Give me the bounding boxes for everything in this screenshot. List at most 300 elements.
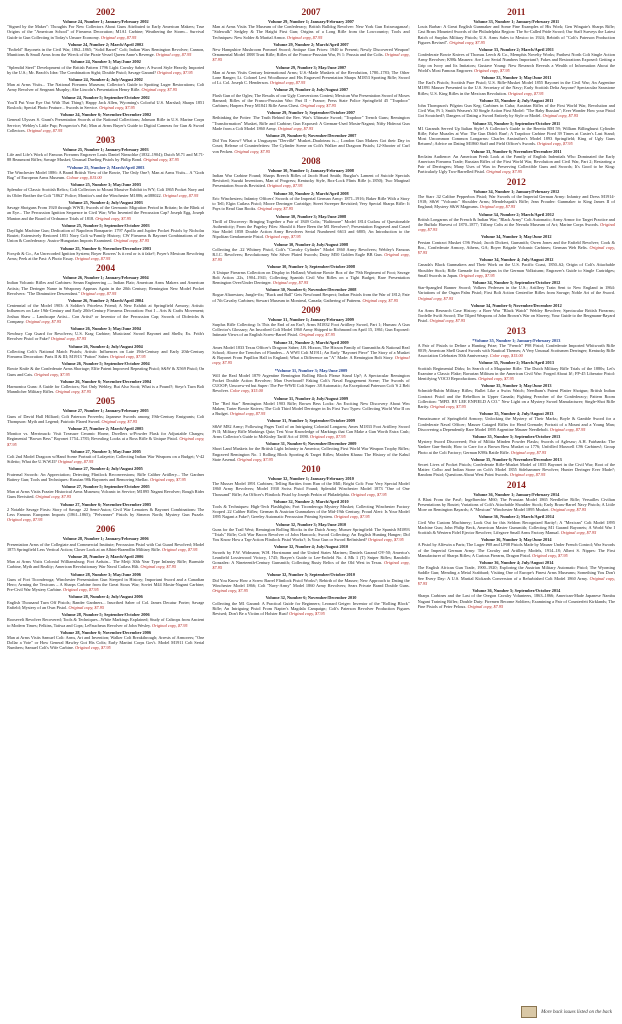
copy-price: Original copy, $7.95: [7, 517, 43, 523]
copy-price: Original copy, $7.95: [269, 80, 306, 86]
issue-articles: Rethinking the Potter: The Truth Behind the Rev. War's Ultimate Sword; "Trapdoor" Trench Guns; Remington "Transformation" Musket, Rifle and Carbine; Gun Exposed: A German-Used Mosin-Nagant; Nifty Hideout Gun Made from a Colt Model 1860 Army.: [212, 115, 410, 131]
issue-articles: Dayflight Machine Gun; Dedication of Napoleon Bonaparte: 1797 Apollo and Jupiter Pocket Pistols by Nicholas Boutet; Extensively Restored 1851 Navy Colt w/Family History; CW Firearms & Bayonet Combinations of the Union & Confederacy: Austro-Hungarian Imports Examined.: [7, 227, 205, 244]
issue-heading: Volume 36, Number 3; May/June 2014: [481, 537, 552, 543]
issue-heading: Volume 30, Number 3; May/June 2008: [275, 213, 347, 219]
issue-entry: [7, 466, 204, 482]
issue-entry: [7, 612, 204, 628]
copy-price: Original copy, $7.95: [34, 371, 70, 377]
issue-contents: [418, 565, 615, 586]
issue-heading: Volume 27, Number 5; September/October 2005: [61, 484, 150, 490]
issue-contents: [418, 308, 615, 324]
issue-contents: [212, 47, 409, 63]
copy-price: Original copy, $7.95: [212, 52, 410, 63]
issue-entry: [418, 257, 615, 278]
issue-entry: [7, 379, 204, 395]
copy-price: Original copy, $7.95: [351, 491, 387, 497]
copy-price: Original copy, $7.95: [362, 297, 399, 303]
issue-articles: Man at Arms Visits Samuel Colt: Arms, Art and Invention; Walker Colt Breakthrough; Arrests of Armorers; "One Dollar a Vote" or How General Hawley Got His Colts; Early Martini Corps Gov't. Model M1911 Colt Serial Numbers; Samuel Colt's Wife Carbine.: [7, 634, 205, 651]
issue-entry: [212, 522, 409, 543]
issue-entry: [418, 121, 615, 147]
issue-entry: [418, 149, 615, 175]
issue-contents: [418, 542, 615, 558]
copy-price: Original copy, $7.95: [467, 603, 504, 609]
issue-contents: [7, 331, 204, 341]
issue-contents: [418, 240, 615, 256]
issue-contents: [7, 205, 204, 221]
issue-entry: [7, 59, 204, 75]
copy-price: Original copy, $7.95: [162, 192, 199, 198]
issue-entry: [212, 110, 409, 131]
issue-contents: [212, 424, 409, 440]
issue-heading: Volume 31, Number 5; September/October 2009: [266, 418, 355, 424]
copy-price: Original copy, $7.95: [474, 67, 510, 73]
copy-price: Original copy, $7.95: [550, 507, 587, 513]
issue-heading: Volume 32, Number 3; May/June 2010: [275, 521, 347, 527]
copy-price: Original copy, $7.95: [152, 622, 188, 628]
copy-price: Original copy, $7.95: [150, 476, 186, 482]
issue-heading: Volume 35, Number 5; September/October 2013: [472, 434, 561, 440]
issue-contents: [418, 462, 615, 478]
issue-heading: Volume 30, Number 6; November/December 2008: [265, 287, 357, 293]
issue-contents: [7, 251, 204, 261]
issue-articles: General Ulysses S. Grant's Presentation Swords at the National Collections; Johnson Rifle in U.S. Marine Corps Service; Webley's Little Pup; Prospector's Pal; Man at Arms Buyer's Guide to Digital Cameras for Gun & Sword Collectors.: [7, 117, 205, 133]
issue-entry: [212, 287, 409, 303]
copy-price: Original copy, $7.95: [99, 105, 135, 111]
issue-articles: Indian War Carbine Found; Sharps Breech Rifles of Jacob Hurd Smith; Burglar's Lament of Suicide Specials Revisited; Suzuki Inventions, Man of Progress; Kentucky Style, Box-Lock Flints Rifle (c.1850); Two Marginal Presentation Swords Revisited.: [212, 173, 410, 189]
copy-price: Original copy, $7.95: [272, 279, 309, 285]
issue-entry: [212, 441, 409, 462]
year-heading: 2010: [301, 465, 321, 476]
issue-articles: M1 Garands Served Up Italian Style! A Collector's Guide to the Beretta BM 59; William Billinghurst Cylinder Rifle; False Muzzles at War: The Gun Didn't Run!; A Trapdoor Carbine Fired 39 Times at Custer's Last Stand; Most Uncommon Common Longarms: Charles Anstruther's Model 1893 Springfield; King of Ugly Guns Returns!; Advice on Dating M1860 Staff and Field Officer's Swords.: [417, 125, 615, 147]
copy-price: Original copy, $7.95: [212, 355, 410, 366]
column-3: [418, 5, 615, 1007]
issue-contents: [7, 577, 204, 593]
issue-articles: Guns for the Trail West; Remington Rolling Blocks in the Dutch Army; Musser Springfield: The Spanish M1893 "Trials" Rifle; Colt War Bacon Revolver of John Hancock; Sword Collecting: An English Hunting Hanger; Did You Know How a Tap-Action Flintlock Pistol Works?; Is Your Gun or Sword Refinished?: [212, 526, 410, 543]
issue-heading: Volume 26, Number 1; January/February 2004: [62, 275, 149, 281]
issue-contents: [212, 481, 409, 497]
copy-price: Original copy, $7.95: [257, 206, 294, 212]
issue-heading: Volume 24, Number 1; January/February 2002: [62, 19, 149, 24]
issue-entry: [212, 133, 409, 154]
copy-price: Color copy, $15.00: [489, 353, 523, 359]
issue-contents: [7, 228, 204, 244]
issue-entry: [418, 514, 615, 535]
issue-contents: [418, 217, 615, 233]
issue-heading: Volume 25, Number 5; September/October 2003: [61, 222, 150, 228]
copy-price: Original copy, $7.95: [289, 610, 325, 616]
issue-heading: Volume 26, Number 2; March/April 2004: [67, 297, 144, 303]
issue-heading: Volume 33, Number 2; March/April 2011: [478, 47, 554, 53]
issue-entry: [7, 572, 204, 593]
issue-entry: [212, 499, 409, 520]
issue-articles: Collecting the M1 Garand: A Practical Guide for Beginners; Leonard Geiger: Inventor of the "Rolling Block" Rifle; An Intriguing Pistol From Napier's Magdala Campaign; Colt's Paterson Revolver Production Figures Revised; Don't Be a Victim of Holster Rust!: [212, 600, 410, 616]
issue-heading: Volume 32, Number 4; July/August 2010: [273, 544, 349, 550]
issue-entry: [212, 42, 409, 63]
issue-articles: A Unique Firearms Collection on Display in Holland; Wartime Bowie Box of the 79th Regiment of Foot; Savage Bolt Action .22s, 1904–1941; Collecting Spanish Civil War Rifles on a Tight Budget; Rare Presentation Remington Over/Under Derringer.: [212, 269, 410, 285]
issue-heading: Volume 33, Number 1; January/February 2011: [473, 19, 560, 24]
issue-articles: The Winchester Model 1886: A Brand British View of the Bowie, The Only One?; Man at Arms Visits... A "Gods Bag" of European Arms Museum.: [7, 169, 205, 181]
issue-articles: English Thousand Turn Off Pistols; Rander Gardners... Inscribed Saber of Col. James Decatur Porter; Savage Enfield; Mystery of an Own Pistol.: [7, 599, 205, 610]
issue-articles: Splendor of Classic Scottish Relics; Colt Collectors to Mount Massive Exhibit in WY; Colt 1865 Pocket Navy and its Older Brother the Colt "1862" Police; Monitor's and the Winchester M1886; ar388022.: [7, 187, 205, 198]
year-heading: 2005: [96, 397, 116, 408]
issue-contents: [212, 292, 409, 302]
issue-contents: [418, 366, 615, 382]
issue-contents: [212, 401, 409, 417]
issue-contents: [212, 24, 409, 40]
issue-articles: 2 Notable Savage Firsts: Story of Savage .22 Semi-Autos; Civil War Lemaires & Bayonet Combinations: The Less Famous European Imports (1861–1865); "Pelvanner" Pistols by Simeon North; Mystery Gun Puzzle.: [7, 506, 205, 518]
issue-contents: [212, 578, 409, 594]
issue-articles: Guns of Fort Ticonderoga; Winchester Presentation Gun Steeped in History; Important Sword and a Canadian Hero; Arming the Texicans – A Sharps Carbine from the Great Sioux War; Soviet M44 Mosin-Nagant Carbine; Pre-Civil War Mystery Carbine.: [7, 576, 205, 593]
issue-contents: [212, 504, 409, 520]
issue-entry: [7, 112, 204, 133]
issue-articles: Life and Life's Work of Famous Firearms Engraver Louis Daniel Nimschke (1832–1904); Dutch M.71 and M.71-88 Beaumont Rifles; Savage Musket; Unusual Dueling Pistols by Philip Bond.: [7, 152, 205, 163]
issue-entry: [7, 449, 204, 465]
issue-heading: Volume 25, Number 6; November/December 2003: [60, 245, 152, 251]
copy-price: Original copy, $7.95: [300, 103, 336, 109]
issue-entry: [212, 418, 409, 439]
issue-heading: Volume 27, Number 4; July/August 2005: [68, 466, 143, 472]
issue-contents: [7, 152, 204, 162]
issue-articles: British Longarms of the French & Indian War; "Black Army" Colt Automatic; Army Armor for Target Practice and the Buffalo Harvest of 1870–1877; Tiffany Colts at the Nevada Museum of Art; Marine Corps Swords.: [417, 216, 615, 227]
issue-articles: Confederate Bowie Knives of Thomas Leech & Co., Memphis Novelty Works; Parthest North Colt Single Action Army Revolver; K98k Mausers: Are Low Serial Numbers Important?; Fakes and Restorations Exposed: Getting a Grip on Ivory and Its Imitators; Gustave Young: New Research Reveals a Wealth of Information About the World's Most Famous Engraver.: [417, 52, 615, 73]
issue-heading: Volume 34, Number 5; September/October 2012: [472, 279, 561, 285]
issue-entry: [418, 280, 615, 301]
year-heading: 2002: [96, 8, 116, 18]
issue-heading: Volume 33, Number 4; July/August 2011: [479, 97, 554, 103]
copy-price: Original copy, $7.95: [229, 411, 266, 417]
issue-contents: [418, 343, 615, 359]
issue-heading: Volume 28, Number 6; November/December 2006: [60, 629, 152, 635]
copy-price: Original copy, $7.95: [277, 125, 314, 131]
issue-heading: Volume 34, Number 1; January/February 2012: [473, 188, 560, 194]
issue-entry: [212, 19, 409, 40]
issue-contents: [7, 600, 204, 610]
issue-heading: Volume 29, Number 1; January/February 2007: [268, 19, 354, 24]
issue-articles: Harmonica Guns: A Guide for Collectors; Not Only Webley, But Also Scott; What is a Pound?; Steyr's Turn Bolt Mannlicher Military Rifles.: [7, 383, 205, 395]
issue-heading: Volume 26, Number 5; September/October 2004: [61, 361, 150, 367]
issue-heading: Volume 30, Number 1; January/February 2008: [268, 167, 354, 173]
issue-heading: Volume 26, Number 6; November/December 2004: [60, 378, 152, 384]
issue-heading: Volume 24, Number 5; September/October 2002: [61, 94, 150, 100]
issue-entry: [7, 147, 204, 163]
issue-heading: Volume 28, Number 2; March/April 2006: [67, 554, 144, 560]
issue-articles: Presentation Arms of the Collegiate and Commercial Institute; Percussion Pistol with Cut Guard Revolved; Model 1875 Springfield Less Vertical Action; Closer Look at an Albini-Braendlin Military Rifle.: [7, 541, 205, 552]
issue-heading: Volume 34, Number 4; July/August 2012: [479, 257, 554, 263]
issue-contents: [418, 126, 615, 147]
year-heading: 2006: [96, 525, 116, 536]
copy-price: Original copy, $7.95: [334, 514, 370, 520]
copy-price: Original copy, $7.95: [537, 141, 573, 147]
issue-articles: Short Land Muskets for the British Light Infantry in America; Collecting First World War Weapon Trophy Rifles; Engraved Remington No. 1 Rolling Block Sporting & Target Rifles; Maiden Khana: The History of the Kabul State Arsenal.: [212, 446, 410, 462]
issue-contents: [212, 322, 409, 338]
year-heading: 2011: [507, 8, 526, 18]
issue-entry: [212, 572, 409, 593]
issue-articles: The Starr .32 Calibre Pepperbox Pistol; War Swords of the Imperial German Army: Infantry and Dress M1914-1918; S&W "Volcanic" Shoulder Arms; Mendelsspak's Rifle; Jean Prouder: Gunmaker to King James II of England; Mystery S&W Magnums.: [417, 193, 615, 210]
copy-price: Original copy, $7.95: [101, 418, 138, 424]
issue-articles: Ames Model 1833 Texas Officer's Dragoon Saber; J.B. Hixson, The Hixson Family of Gunsmiths & National Real School; Above the Trenches of Flanders... A WWI Colt M1911; An Early "Bayonet Piece" The Story of a Musket & Bayonet From Papillon Hall in England; What a Difference an "A" Made: A Remington Bolt Story.: [212, 344, 410, 361]
issue-heading: Volume 34, Number 2; March/April 2012: [478, 211, 554, 217]
issue-contents: [418, 416, 615, 432]
issue-articles: Scottish Regimental Dirks; In Search of a Magazine Rifle: The Dutch Military Rifle Trials of the 1880s; Let's Examine a Classic Flake; Bavarian Militum in the American Civil War: Forged About It!; FP-45 Liberator Pistol: Identifying VOCO Reproductions.: [417, 365, 615, 381]
copy-price: Original copy, $7.95: [75, 645, 111, 651]
year-heading: 2007: [301, 8, 321, 18]
footer-note: [521, 1006, 612, 1018]
issue-heading: Volume 30, Number 5; September/October 2008: [266, 264, 355, 270]
issue-contents: [212, 446, 409, 462]
issue-entry: [418, 434, 615, 455]
issue-articles: Colt 2nd Model Dragoon w/Hand Scene Portrait of Lafayette; Collecting Indian War Weapons on a Budget; V-42 Stiletto; What the U.W.W.II?: [7, 454, 205, 465]
issue-articles: Man at Arms Visits Colonial Williamsburg; Fort Arduin... The Meiji 30th Year Type Infantry Rifle; Burnside Carbine, Myth and Reality; American Revolutionary War Naval Cutlass Hilt.: [7, 559, 205, 570]
copy-price: Original copy, $7.95: [25, 318, 62, 324]
issue-articles: Man at Arms Visits Century International Arms; U.S.-Made Muskets of the Revolution, 1780–1783; The Other Lone Ranger; Lt. Colonel Levi Woodhouse and His Engraved Presentation Sharps M1853 Sporting Rifle; Sword of Lt. Col. Joseph C. Henderson.: [212, 69, 410, 86]
issue-entry: [7, 223, 204, 244]
copy-price: Original copy, $7.95: [532, 552, 568, 558]
copy-price: Original copy, $7.95: [212, 560, 410, 571]
copy-price: Original copy, $7.95: [478, 375, 514, 381]
issue-contents: [212, 70, 409, 86]
issue-heading: Volume 36, Number 1; January/February 2014: [473, 491, 560, 497]
issue-articles: "Enfield" Bayonets in the Civil War, 1862–1865; "Solid Barrel" Colt; Indian Wars Remington Revolver; Cannon, Munitions & Small Arms from the Wreck of the Pirate Vessel Queen Anne's Revenge.: [7, 47, 205, 58]
issue-entry: [7, 246, 204, 262]
issue-heading: Volume 28, Number 3; May/June 2006: [70, 571, 141, 577]
copy-price: Original copy, $7.95: [55, 389, 92, 395]
issue-heading: Volume 25, Number 3; May/June 2003: [70, 182, 141, 188]
issue-contents: [418, 80, 615, 96]
issue-heading: Volume 26, Number 3; May/June 2004: [70, 325, 141, 331]
issue-articles: Eric Winchesters; Infantry Officers' Swords of the Imperial German Army: 1871–1916; Baker Rifle With a Story to Tell; Elgin Cutlass Pistol; Moore Derringer Cartridge; Street Sweeper Revisited; Very Special Sharps Rifle: It Pays to Read Gun Books.: [212, 195, 410, 212]
issue-articles: The English African Gun Trade, 1900–1920; Exploring the Austrian Military Automatic Pistol; The Wyoming Saddle Gun; Mending a Metal Scabbard; Visiting One of Europe's Finest Arms Museums; Something You Don't See Every Day: A U.S. Martial Kickards Conversion of a Refurbished Colt Model 1860 Army.: [417, 565, 615, 581]
issue-entry: [418, 338, 615, 359]
issue-articles: Secret Lives of Pocket Pistols; Confederate Rifle-Musket Model of 1855 Bayonet in the Civil War; Root of the Matter: Colbo and Indian Stone on Colt's Model 1855 Sidehammer Revolver; Hunter Deringer Ever Made?; Random Pistol; Questions About West Point Swords.: [417, 462, 615, 478]
issue-articles: "Signed by the Maker": Thoughts For New Collectors About Guns Attributed to Early American Makers; True Origins of the "American School" of Firearms Decoration; M1A1 Carbine; Weathering the Storm... Survival Guide to Gun Collecting in Today's Unsure Economy.: [7, 24, 205, 40]
issue-entry: [212, 242, 409, 263]
issue-heading: Volume 30, Number 4; July/August 2008: [273, 241, 349, 247]
issue-articles: Thrill of Discovery: Bringing Together a Pair of 1849 Colts; "Baltimore" Model 1814 Cutlass of Questionable Authenticity; From the Pageloy Files: Should it Have Been the M1 Revolver?; Presentation Engraved and Cased Star Model 1858 Double Action Army Revolvers Serial Numbered 6613 and 6805; An Introduction to the Nipolitan Gendarmerie Pistol.: [212, 218, 410, 240]
issue-entry: [418, 560, 615, 586]
issue-articles: Monitor vs. Merrimack: Visit Treasure Ceramic Horne, Dwellers w/Powder Flask for Adjustable Charges; Regimental "Brown Bess" Bayonet 1754–1783; Revealing Looks at a Ross Rifle & Unique Pistol.: [7, 431, 205, 442]
issue-entry: [7, 361, 204, 377]
issue-articles: A Blast From the Past!; Ingelbrechte M60; The Prussian Model 1865 Needlefire Rifle; Versailles Civilian Presentations by Boutet; Variations of Colt's Attachable Shoulder Stock; Early Brass-Barrel Navy Pistols; A Little More on Remington Bayards; A "Mexican" Winchester Model 1895 Musket.: [417, 496, 615, 513]
issue-articles: Swords by F.W. Widmann; W.H. Horstmann and the United States Marines; Daniels Garand OV-50; America's Leanfield Lossiewood Victory, 1745; Brayer's Guide to Lee-Enfield No. 4 Mk 1 (T) Sniper Rifles; Randolfo Gonzalez: A Nineteenth-Century Gunsmith; Collecting Rusty Relics of the Old West in Texas.: [212, 549, 410, 566]
issue-entry: [418, 492, 615, 513]
copy-price: Original copy, $7.95: [417, 295, 454, 301]
issue-articles: Fraternal Swords: An Appreciation; Detecting Flintlock Reconversions; Rifle Caliber Artillery... The Gardner Battery Gun; Tools and Techniques: Russian 98k Bayonets and Removing Shellac.: [7, 471, 205, 482]
issue-heading: Volume 35, Number 4; July/August 2013: [479, 411, 554, 417]
issue-heading: Volume 27, Number 1; January/February 2005: [62, 408, 149, 414]
issue-entry: [7, 326, 204, 342]
issue-heading: Volume 24, Number 4; July/August 2002: [68, 77, 143, 83]
issue-articles: Canada's Black Gunmakers and Their Work on the U.S. Pacific Coast, 1850–62; Origin of Colt's Attachable Shoulder Stock; Rifle Grenade for Shotguns in the German Volksturm; Engraver's Guide to Single Cartridges; Small Swords in Japan.: [417, 262, 615, 278]
issue-articles: Civil War Custom Machinery; Look Out for this Seldom Recognized Rarity!; A "Mexican" Colt Model 1895 Machine Gun; John Philip Beck, American Master Gunsmith; Collecting M1 Garand Bayonets; A World War I Scottish & Western Fidel Ejector Revolver; Lifegave Small Arms Factory Manual.: [417, 519, 615, 536]
copy-price: Original copy, $7.95: [549, 426, 586, 432]
issue-contents: [7, 489, 204, 499]
issue-heading: *Volume 31, Number 3; May/June 2009: [274, 367, 348, 373]
copy-price: Original copy, $7.95: [479, 204, 516, 210]
issue-heading: Volume 27, Number 3; May/June 2005: [70, 448, 141, 454]
issue-articles: Surplus Rifle Collecting: Is This the End of an Era?; Arms M1832 Foot Artillery Sword, Part 1; Human: A Gun Collector's Glossary; An Inscribed Colt Model 1860 Army Shipped to Richmond on April 15, 1861; Gun Exposed: Intimate Views of an English Screw-Barrel Pistol.: [212, 321, 410, 338]
issue-heading: Volume 36, Number 5; September/October 2014: [472, 588, 561, 594]
copy-price: Original copy, $7.95: [237, 456, 273, 462]
year-heading: 2008: [301, 156, 321, 167]
issue-contents: [7, 366, 204, 376]
issue-articles: Will the Real Model 1879 Argentine Remington Rolling Block Please Stand Up?; A Spectacular Remington Pocket Double Action Revolver; Man Overboard! Faking Colt's Naval Engagement Scene; The Swords of CUOOP; Unscrew-ed but Super: The Pre-WWII Colt Super .38 Automatic; An Exceptional Paterson Colt 'S 2 Belt Revolver.: [212, 372, 410, 394]
issue-entry: [7, 42, 204, 58]
issue-heading: Volume 33, Number 6; November/December 2011: [471, 148, 562, 154]
issue-contents: [7, 559, 204, 569]
issue-heading: Volume 29, Number 2; March/April 2007: [273, 41, 349, 47]
issue-entry: [418, 411, 615, 432]
copy-price: Original copy, $7.95: [267, 183, 303, 189]
issue-contents: [212, 219, 409, 240]
copy-price: Original copy, $7.95: [50, 336, 87, 342]
issue-articles: The "Red Star" Remington Model 1903 Rifle; Brown Bess Locks: An Exciting New Discovery About Wm Maken; Tarter Bowie Knives; The Colt Third Model Derringer in Its First Two Types: Collecting World War II on a Budget.: [212, 400, 410, 417]
issue-articles: The Musser Model 1891 Carbines; Telling Rarities from Run of the Mill; Bright Colt: Four Very Special Model 1860 Army Revolvers; Model 1930 Swiss Pistol Found; Splendid Winchester Model 1873 "One of One Thousand" Rifle; An Officer's Flintlock Pistol by Joseph Perkin of Philadelphia.: [212, 481, 410, 497]
issue-articles: Rogue Altarestars; Jungle-fix; "Buck and Ball" Gets Newfound Respect; Indian Pistols from the War of 1812; Fate of 7th Cavalry Carbines; Stewart Museum in Montreal, Canada; Gathering of Patterns.: [212, 292, 410, 303]
issue-heading: Volume 31, Number 2; March/April 2009: [273, 339, 349, 345]
year-heading: 2014: [506, 480, 526, 491]
issue-entry: [7, 298, 204, 324]
issue-heading: Volume 32, Number 2; March/April 2010: [273, 498, 349, 504]
issue-entry: [212, 87, 409, 108]
copy-price: Original copy, $7.95: [63, 587, 99, 593]
copy-price: Original copy, $7.95: [417, 575, 615, 586]
issue-heading: *Volume 35, Number 1; January/February 2013: [472, 337, 561, 343]
year-heading: 2009: [301, 305, 321, 316]
issue-contents: [7, 542, 204, 552]
issue-articles: Man at Arms Visits... The National Firearms Museum; Collector's Guide to Spotting Luger Restorations; Colt Army Revolver of Sergeant Murphy; Abe Lincoln's Presentation Henry Rifle.: [7, 82, 205, 93]
year-heading: 2004: [96, 264, 116, 275]
column-1: [7, 5, 204, 1007]
issue-heading: Volume 25, Number 4; July/August 2003: [68, 199, 143, 205]
issue-entry: [418, 537, 615, 558]
issue-entry: [212, 214, 409, 240]
issue-entry: [418, 383, 615, 409]
issue-entry: [7, 95, 204, 111]
issue-contents: [212, 601, 409, 617]
issue-articles: "Splendid Steel" Development of the British Pattern 1796 Light Cavalry Saber; A Sword Style Heavily Imported by the U.S.; Mr. Beach's Idea: The Combination Sight; Double Pistol; Savage Garand?: [7, 64, 205, 75]
issue-entry: [212, 476, 409, 497]
issue-contents: [418, 285, 615, 301]
issue-articles: Roosevelt Revolver Recovered; Tools & Techniques...White Markings Explained; Study of Caltrops from Ancient to Modern Times; Felkins, Tatiwa and Cops; LeFaucheux Revolver of John Wesley.: [7, 617, 205, 628]
issue-contents: [212, 115, 409, 131]
issue-articles: S&W M82 Army; Following Pages Trail of an Intriguing Colonial Longarm; Ames M1833 Foot Artillery Sword Pt II; Military Rifle Markings Quiz; Test Your Knowledge of Markings that Can Make a Gun Worth Extra Cash; Arms Collector's Guide to McKinley Tariff Act of 1890.: [212, 423, 410, 440]
issue-heading: Volume 29, Number 5; September/October 2007: [266, 110, 355, 116]
issue-articles: Bowie Knife & the Confederate Arms Shortage; Elfie Patent Improved Repeating Pistol; S&W & X569 Pistol; On Guns and Cats.: [7, 366, 205, 377]
issue-contents: [418, 194, 615, 210]
column-2: [212, 5, 409, 1007]
issue-contents: [7, 280, 204, 296]
issue-contents: [7, 65, 204, 75]
copy-price: Original copy, $7.95: [508, 90, 544, 96]
issue-contents: [7, 472, 204, 482]
copy-price: Original copy, $7.95: [26, 127, 63, 133]
issue-entry: [7, 554, 204, 570]
issue-articles: Sharps Carbines and the Last of the Oregon Cavalry Volunteers, 1863–1866; American-Made Japanese Nambu Nagant Training Rifles; Double Duty: Firemen Become Soldiers; Examining a Pair of Counterfeit Kirklands; The Fine Pistols of Peter Peloux.: [417, 593, 615, 609]
issue-heading: Volume 25, Number 1; January/February 2003: [62, 147, 149, 153]
issue-contents: [212, 527, 409, 543]
copy-price: Original copy, $7.95: [486, 169, 522, 175]
issue-contents: [212, 550, 409, 571]
copy-price: Original copy, $7.95: [95, 215, 131, 221]
issue-contents: [7, 454, 204, 464]
issue-heading: Volume 28, Number 1; January/February 2006: [62, 536, 149, 542]
issue-heading: Volume 24, Number 6; November/December 2002: [60, 112, 152, 118]
issue-heading: Volume 32, Number 1; January/February 2010: [268, 476, 354, 482]
issue-entry: [7, 165, 204, 181]
issue-contents: [212, 93, 409, 109]
issue-entry: [418, 212, 615, 233]
copy-price: Original copy, $7.95: [449, 39, 485, 45]
issue-contents: [212, 138, 409, 154]
copy-price: Original copy, $7.95: [35, 494, 72, 500]
issue-entry: [7, 77, 204, 93]
issue-heading: *Volume 25, Number 2; March/April 2003: [66, 164, 145, 170]
issue-heading: Volume 28, Number 4; July/August 2006: [68, 594, 143, 600]
issue-articles: Newbury Cap Guard for Revolvers; U.S. Krag Carbine; Musicians' Sword Bayonet and Shells; Ex. Frith's Revolver Pistol or Fake?: [7, 331, 205, 342]
issue-heading: Volume 34, Number 6; November/December 2012: [470, 302, 562, 308]
issue-articles: Collecting Colt's National Match Pistols; Artistic Influences on Late 19th-Century and Early 20th-Century Firearms Decoration: Parts II & III; M1913 "Patton" Saber.: [7, 348, 205, 359]
issue-entry: [7, 275, 204, 296]
copy-price: Original copy, $7.95: [100, 34, 137, 40]
copy-price: Original copy, $7.95: [509, 472, 546, 478]
copy-price: Original copy, $7.95: [286, 34, 323, 40]
issue-entry: [418, 47, 615, 73]
issue-contents: [418, 388, 615, 409]
issue-entry: [212, 168, 409, 189]
issue-articles: Fmnaissance of Springfield Armory; Unlocking the Mystery of Their Marks; Boyle & Gamble Sword for a Confederate Naval Officer; Mauser Cataged Rifles for Head Grenade; Portrait of a Mount and a Young Man; Discovering a Dependently Rare Model 1895 Argentine Mauser Needlebolt.: [417, 416, 615, 432]
issue-contents: [7, 414, 204, 424]
issue-contents: [212, 345, 409, 366]
copy-price: Original copy, $7.95: [299, 332, 335, 338]
magazine-thumbnail-icon: [521, 1006, 537, 1018]
columns-container: [7, 5, 615, 1007]
issue-entry: [7, 536, 204, 552]
issue-entry: [7, 19, 204, 40]
issue-articles: Indian Volcanic Rifles and Carbines: Senan Engineering — Indian Flair; American Arms Makers and American Artists; The Deringer Name in Weaponry Appears Again in the 20th Century; Remington New Model Pocket Revolvers: "The Diminutive Descendant.": [7, 280, 205, 296]
issue-contents: [7, 384, 204, 394]
issue-articles: A Pair of Pistols to Define a Hunting Prize; The "French" P98 Pistol; Confederate Imported Whitworth Rifle 8019; American Shell Guard Swords with Nautical Themes; A Very Unusual Scottsmen Derringer; Kentucky Rifle Association Celebrates 50th Anniversary.: [417, 342, 615, 359]
issue-heading: Volume 30, Number 2; March/April 2008: [273, 190, 349, 196]
issue-contents: [7, 100, 204, 110]
copy-price: Original copy, $7.95: [113, 238, 150, 244]
issue-contents: [7, 170, 204, 180]
issue-articles: A Pistol by Alfewin a Paris; The Luger P08 and LP08 Pistols Made by Mauser Under French Control; War Swords of the Imperial German Army: The Cavalry and Artillery Models, 1914–18; Albert S. Nippes: The First Manufacturer of Sharps Rifles; A Curious Firearm, Dragon Pistol.: [417, 542, 615, 558]
copy-price: Original copy, $7.95: [141, 87, 178, 93]
issue-heading: Volume 32, Number 6; November/December 2010: [265, 595, 357, 601]
copy-price: Original copy, $7.95: [161, 546, 198, 552]
issue-articles: Collecting the .22 Whitney Pistol, Colt's "Cavalry Cylinder" Model 1860 Army Revolvers; Webley's Famous R.I.C. Revolvers; Revolutionary War Silver Plated Swords; Daisy M50 Golden Eagle BB Gun.: [212, 246, 410, 257]
issue-entry: [7, 344, 204, 360]
copy-price: Original copy, $7.95: [7, 436, 205, 447]
issue-heading: Volume 27, Number 6; November/December 2005: [60, 501, 152, 507]
issue-articles: Flash Gun of the Ogles; The Results of our Ugly Conversions Contest; Mexican War Presentation Sword of Moses Barnard; Rifles of the Franco-Prussian War: Part II - France; Press State Police Springfield 45 "Trapdoor" Carbines; Harpers Ferry M1841 Rifle Arms Chest.: [212, 92, 410, 109]
issue-articles: Star-Spangled Banner Sword; Volkers Pedersen in the U.S.; Artillery Train Sent to New England in 1864: Variations of the Osgan Palm Pistol; First Bolt Action Centerfire Rifles from Savage; Noble Art of the Sword.: [417, 285, 615, 296]
issue-contents: [212, 270, 409, 286]
issue-articles: Centennial of the Model 1903: A Soldier's Priceless Friend; A New Exhibit at Springfield Armory; Artistic Influences on Late 19th-Century and Early 20th-Century Firearms Decoration: Part I – Arts & Crafts Movement; Joshua Shaw – Landscape Artist... Con Artist? or Inventor of the Percussion Cap; Swords of Diderichs & Company.: [7, 303, 205, 324]
issue-heading: Volume 29, Number 3; May/June 2007: [275, 64, 347, 70]
issue-articles: An Arms Research Case History: a Boer War "Black Watch" Webley Revolver; Spectacular British Firearms; Tordelle Swift Sword; The Tilped Weapons of John Brown's War on Slavery; Your Guide to the Bergmann-Bayard Pistol.: [417, 307, 615, 324]
issue-entry: [212, 191, 409, 212]
issue-articles: The Earl's Pistols; Scottish Pure Pistol; U.S. Rifle-Musket Model 1855 Bayonet in the Civil War; An Argentine M1891 Mauser Presented to the U.S. Secretary of the Navy; Early Scottish Delta Anyone? Spectacular Sarastone Rifles; U.S. King Rifles in the Mexican Revolution.: [417, 80, 615, 96]
issue-articles: Persian Contract Musket C96 Pistol; Jacob Dickert, Gunsmith; Owen Jones and the Enfield Revolver; Cook & Bro., Confederate Armory, Athens, GA; Boyer Brigade Volcanic Carbines; German Web Belts.: [417, 239, 615, 250]
issue-contents: [7, 303, 204, 324]
issue-contents: [418, 52, 615, 73]
issue-entry: [212, 340, 409, 366]
issue-heading: Volume 27, Number 2; March/April 2005: [67, 426, 144, 431]
issue-entry: [418, 360, 615, 381]
copy-price: Original copy, $7.95: [368, 537, 404, 543]
copy-price: Original copy, $7.95: [542, 113, 579, 119]
